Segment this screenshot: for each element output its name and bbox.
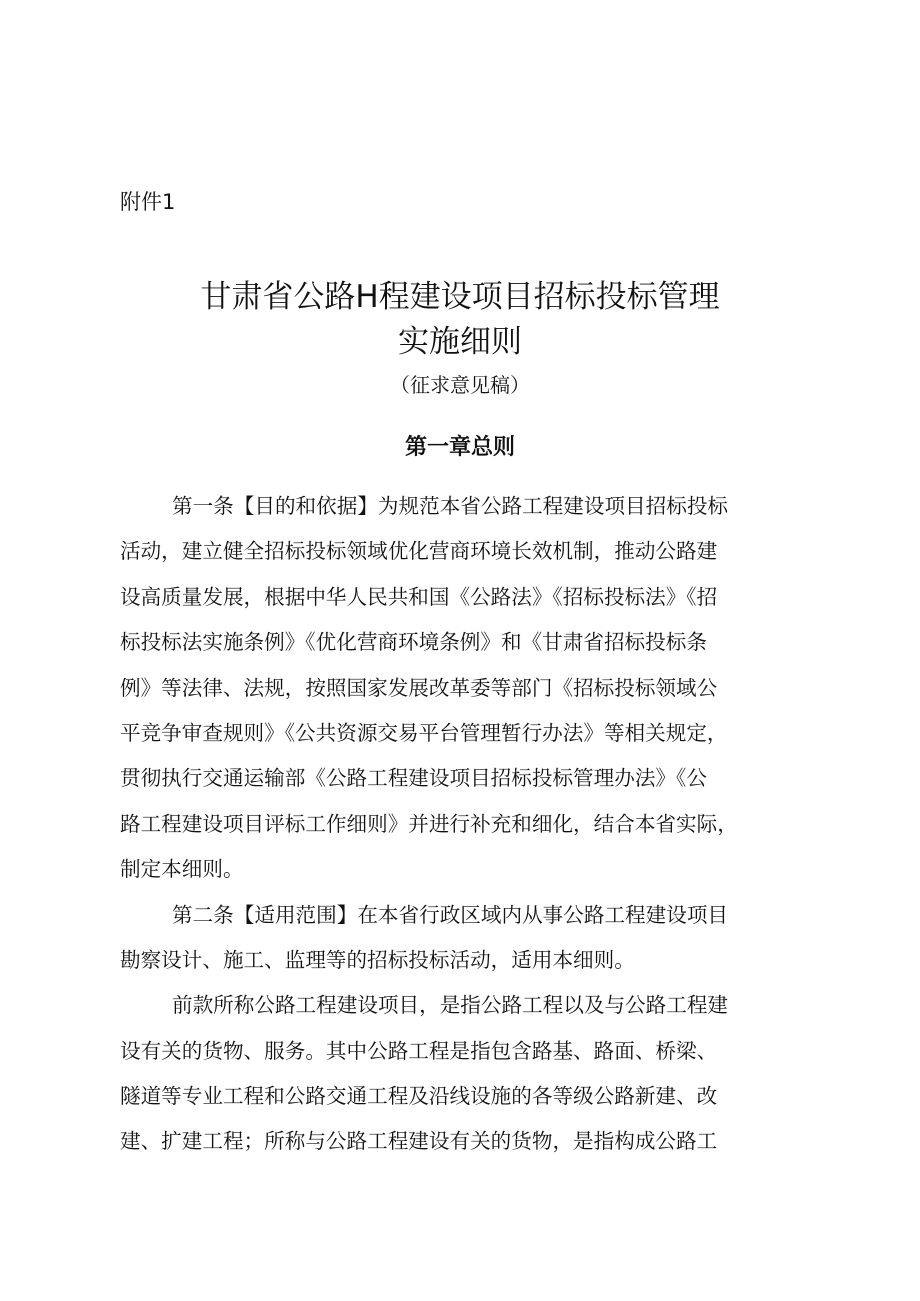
- body-line: 路工程建设项目评标工作细则》并进行补充和细化，结合本省实际，: [120, 811, 738, 836]
- attachment-label: 附件1: [120, 190, 176, 214]
- body-line: 贯彻执行交通运输部《公路工程建设项目招标投标管理办法》《公: [120, 766, 707, 791]
- document-subtitle: （征求意见稿）: [390, 373, 530, 397]
- body-line: 平竞争审查规则》《公共资源交易平台管理暂行办法》等相关规定，: [120, 720, 728, 745]
- body-text: [120, 484, 800, 1165]
- body-line: 制定本细则。: [120, 857, 244, 882]
- body-line: 建、扩建工程；所称与公路工程建设有关的货物，是指构成公路工: [120, 1129, 718, 1154]
- body-line: 第一条【目的和依据】为规范本省公路工程建设项目招标投标: [172, 494, 729, 518]
- document-title-line-1: 甘肃省公路H程建设项目招标投标管理: [200, 279, 720, 315]
- body-line: 勘察设计、施工、监理等的招标投标活动，适用本细则。: [120, 947, 635, 972]
- body-line: 标投标法实施条例》《优化营商环境条例》和《甘肃省招标投标条: [120, 630, 707, 655]
- body-line: 例》等法律、法规，按照国家发展改革委等部门《招标投标领域公: [120, 675, 718, 700]
- chapter-heading: 第一章总则: [404, 435, 515, 460]
- body-line: 隧道等专业工程和公路交通工程及沿线设施的各等级公路新建、改: [120, 1084, 718, 1109]
- body-line: 前款所称公路工程建设项目，是指公路工程以及与公路工程建: [172, 993, 729, 1018]
- document-title-line-2: 实施细则: [398, 324, 522, 360]
- body-line: 活动，建立健全招标投标领域优化营商环境长效机制，推动公路建: [120, 539, 718, 564]
- body-line: 设高质量发展，根据中华人民共和国《公路法》《招标投标法》《招: [120, 584, 718, 609]
- body-line: 第二条【适用范围】在本省行政区域内从事公路工程建设项目: [172, 902, 729, 927]
- body-line: 设有关的货物、服务。其中公路工程是指包含路基、路面、桥梁、: [120, 1038, 718, 1063]
